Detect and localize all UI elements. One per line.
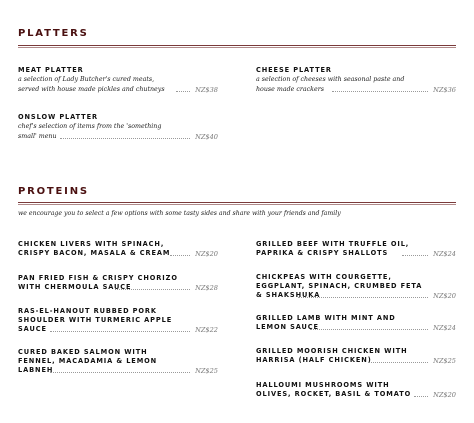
item-price: NZ$25 <box>433 357 456 365</box>
platters-divider <box>18 45 456 48</box>
proteins-heading: PROTEINS <box>18 186 89 197</box>
item-name: GRILLED BEEF WITH TRUFFLE OIL, PAPRIKA & CRISPY SHALLOTS <box>256 240 410 257</box>
dot-leader <box>414 396 428 397</box>
item-price: NZ$36 <box>433 86 456 94</box>
menu-item-halloumi-mushrooms <box>256 381 456 399</box>
proteins-intro: we encourage you to select a few options with some tasty sides and share with your friends and family <box>18 210 341 217</box>
item-name: PAN FRIED FISH & CRISPY CHORIZO WITH CHERMOULA SAUCE <box>18 274 178 291</box>
menu-item-cured-salmon <box>18 348 218 375</box>
dot-leader <box>298 297 428 298</box>
item-price: NZ$24 <box>433 250 456 258</box>
item-price: NZ$20 <box>433 292 456 300</box>
dot-leader <box>170 255 190 256</box>
menu-item-cheese-platter <box>256 66 456 94</box>
dot-leader <box>50 372 190 373</box>
menu-item-moorish-chicken <box>256 347 456 365</box>
dot-leader <box>310 329 428 330</box>
item-name: CURED BAKED SALMON WITH FENNEL, MACADAMIA & LEMON LABNEH <box>18 348 158 374</box>
item-price: NZ$24 <box>433 324 456 332</box>
item-name: CHEESE PLATTER <box>256 66 332 74</box>
dot-leader <box>332 91 428 92</box>
item-name: GRILLED LAMB WITH MINT AND LEMON SAUCE <box>256 314 396 331</box>
item-name: GRILLED MOORISH CHICKEN WITH HARRISA (HALF CHICKEN) <box>256 347 408 364</box>
dot-leader <box>60 138 190 139</box>
item-price: NZ$38 <box>195 86 218 94</box>
item-name: MEAT PLATTER <box>18 66 84 74</box>
item-price: NZ$20 <box>433 391 456 399</box>
item-description: a selection of cheeses with seasonal paste and house made crackers <box>256 76 405 93</box>
proteins-divider <box>18 202 456 205</box>
item-price: NZ$40 <box>195 133 218 141</box>
menu-item-chicken-livers <box>18 240 218 258</box>
item-description: chef's selection of items from the 'something small' menu <box>18 123 162 140</box>
item-price: NZ$28 <box>195 284 218 292</box>
menu-item-grilled-lamb <box>256 314 456 332</box>
platters-heading: PLATTERS <box>18 28 89 39</box>
dot-leader <box>115 289 190 290</box>
dot-leader <box>402 255 428 256</box>
item-name: CHICKEN LIVERS WITH SPINACH, CRISPY BACON, MASALA & CREAM <box>18 240 171 257</box>
item-price: NZ$25 <box>195 367 218 375</box>
item-description: a selection of Lady Butcher's cured meats, served with house made pickles and chutneys <box>18 76 165 93</box>
item-name: RAS-EL-HANOUT RUBBED PORK SHOULDER WITH TURMERIC APPLE SAUCE <box>18 307 173 333</box>
menu-item-onslow-platter <box>18 113 218 141</box>
menu-item-pork-shoulder <box>18 307 218 334</box>
menu-item-pan-fried-fish <box>18 274 218 292</box>
dot-leader <box>50 331 190 332</box>
item-price: NZ$20 <box>195 250 218 258</box>
menu-item-chickpeas <box>256 273 456 300</box>
item-name: CHICKPEAS WITH COURGETTE, EGGPLANT, SPINACH, CRUMBED FETA & SHAKSHUKA <box>256 273 423 299</box>
menu-item-meat-platter <box>18 66 218 94</box>
dot-leader <box>176 91 190 92</box>
item-price: NZ$22 <box>195 326 218 334</box>
item-name: HALLOUMI MUSHROOMS WITH OLIVES, ROCKET, BASIL & TOMATO <box>256 381 412 398</box>
menu-item-grilled-beef <box>256 240 456 258</box>
item-name: ONSLOW PLATTER <box>18 113 98 121</box>
dot-leader <box>368 362 428 363</box>
